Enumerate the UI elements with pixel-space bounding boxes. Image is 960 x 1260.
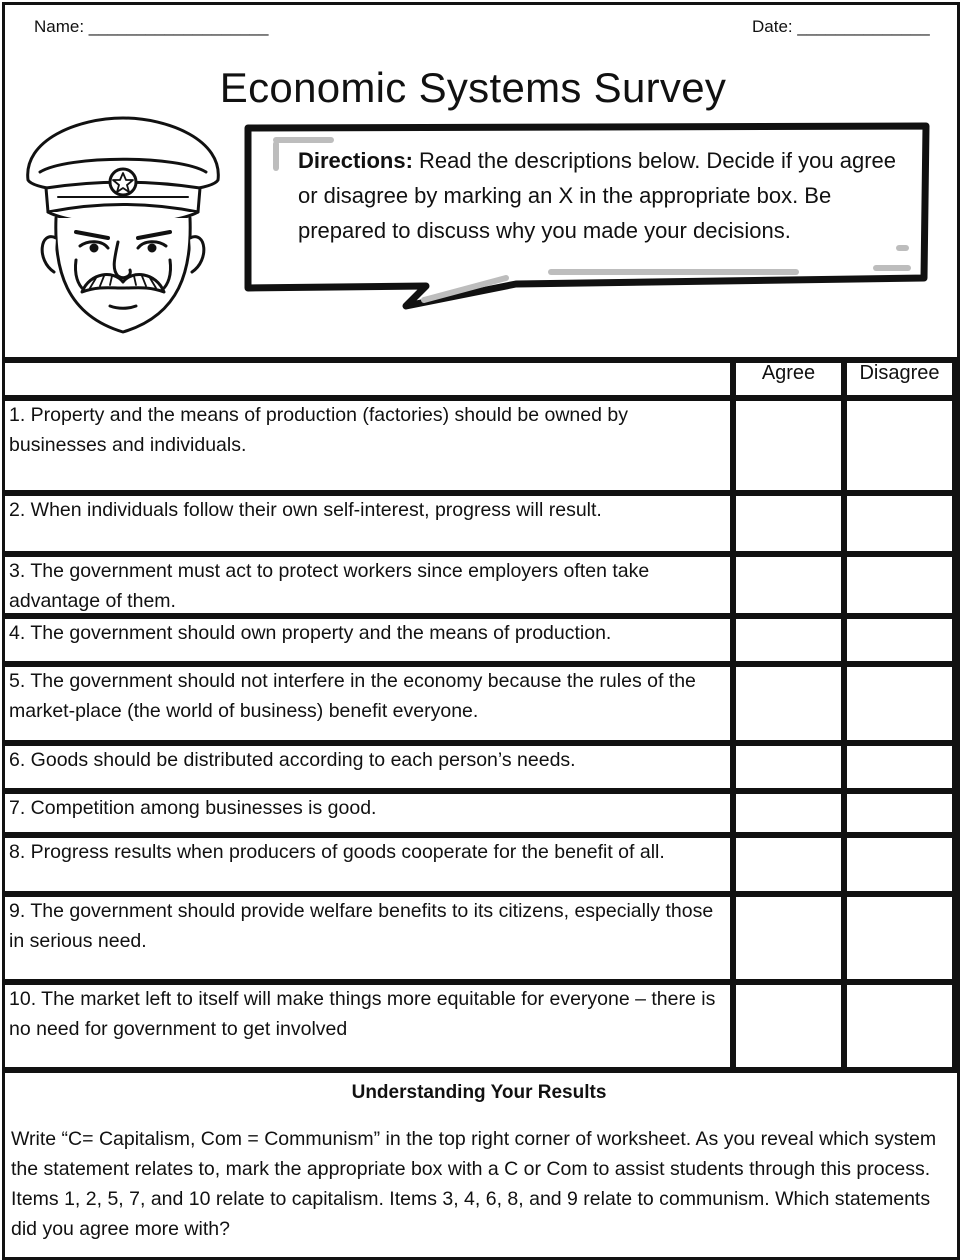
disagree-checkbox-cell[interactable]: [847, 838, 952, 891]
statement-text: 2. When individuals follow their own self-interest, progress will result.: [9, 499, 602, 521]
page-title: Economic Systems Survey: [219, 64, 727, 111]
directions-text: [298, 143, 898, 248]
results-title: Understanding Your Results: [351, 1082, 607, 1103]
date-field[interactable]: Date: ______________: [752, 17, 930, 36]
agree-checkbox-cell[interactable]: [736, 496, 841, 551]
disagree-checkbox-cell[interactable]: [847, 897, 952, 979]
directions-body: Read the descriptions below. Decide if you agree or disagree by marking an X in the appropriate box. Be prepared to discuss why you made your decisions.: [298, 148, 896, 243]
statement-text: 5. The government should not interfere in the economy because the rules of the market-place (the world of business) benefit everyone.: [9, 670, 696, 722]
agree-checkbox-cell[interactable]: [736, 667, 841, 740]
disagree-checkbox-cell[interactable]: [847, 401, 952, 490]
disagree-checkbox-cell[interactable]: [847, 496, 952, 551]
statement-text: 8. Progress results when producers of goods cooperate for the benefit of all.: [9, 841, 665, 863]
statement-text: 10. The market left to itself will make things more equitable for everyone – there is no need for government to get involved: [9, 988, 716, 1040]
statement-text: 9. The government should provide welfare benefits to its citizens, especially those in serious need.: [9, 900, 714, 952]
column-divider: [952, 357, 958, 1073]
name-field[interactable]: Name: ___________________: [34, 17, 269, 36]
agree-checkbox-cell[interactable]: [736, 838, 841, 891]
statement-text: 3. The government must act to protect workers since employers often take advantage of them.: [9, 560, 650, 612]
agree-checkbox-cell[interactable]: [736, 746, 841, 788]
agree-checkbox-cell[interactable]: [736, 985, 841, 1067]
agree-column-header: Agree: [761, 362, 816, 384]
agree-checkbox-cell[interactable]: [736, 557, 841, 613]
disagree-checkbox-cell[interactable]: [847, 746, 952, 788]
disagree-checkbox-cell[interactable]: [847, 985, 952, 1067]
disagree-column-header: Disagree: [859, 362, 940, 384]
disagree-checkbox-cell[interactable]: [847, 557, 952, 613]
results-body: Write “C= Capitalism, Com = Communism” in the top right corner of worksheet. As you reveal which system the statement relates to, mark the appropriate box with a C or Com to assist students through this process. Items 1, 2, 5, 7, and 10 relate to capitalism. Items 3, 4, 6, 8, and 9 relate to communism. Which statements did you agree more with?: [11, 1128, 937, 1240]
disagree-checkbox-cell[interactable]: [847, 794, 952, 832]
agree-checkbox-cell[interactable]: [736, 897, 841, 979]
agree-checkbox-cell[interactable]: [736, 401, 841, 490]
statement-text: 1. Property and the means of production (factories) should be owned by businesses and individuals.: [9, 404, 628, 456]
agree-checkbox-cell[interactable]: [736, 619, 841, 661]
directions-lead: Directions:: [298, 148, 413, 173]
statement-text: 6. Goods should be distributed according to each person’s needs.: [9, 749, 576, 771]
statement-text: 4. The government should own property and the means of production.: [9, 622, 612, 644]
statement-text: 7. Competition among businesses is good.: [9, 797, 377, 819]
officer-cartoon-icon: [18, 110, 228, 350]
disagree-checkbox-cell[interactable]: [847, 667, 952, 740]
agree-checkbox-cell[interactable]: [736, 794, 841, 832]
disagree-checkbox-cell[interactable]: [847, 619, 952, 661]
row-divider: [2, 1067, 960, 1073]
